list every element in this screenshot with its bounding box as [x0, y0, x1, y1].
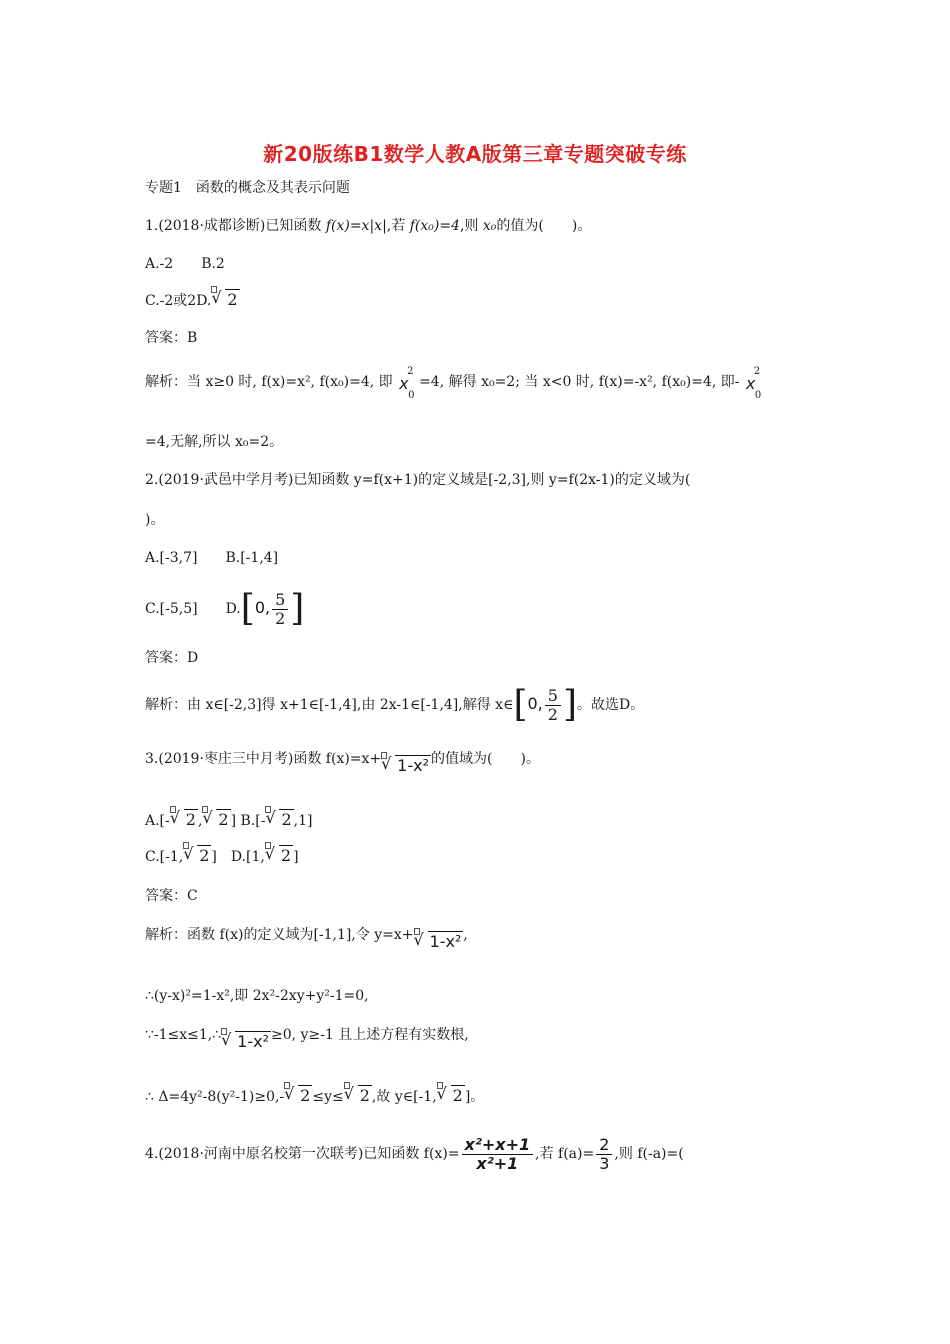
q3-solution-4 — [145, 1086, 484, 1107]
q3-option-a: A.[- — [145, 813, 170, 829]
interval-start: 0, — [527, 694, 543, 713]
radical — [170, 810, 198, 831]
q4-stem-text2: ,若 f(a)= — [535, 1146, 595, 1162]
radicand: 1-x² — [397, 756, 430, 775]
denominator: 3 — [599, 1153, 610, 1173]
q2-options-ab: A.[-3,7] B.[-1,4] — [145, 550, 279, 566]
q1-sol-text: 解析：当 x≥0 时, f(x)=x², f(x₀)=4, 即 — [145, 374, 393, 390]
q2-sol-text: 解析：由 x∈[-2,3]得 x+1∈[-1,4],由 2x-1∈[-1,4],解得 x∈ — [145, 697, 514, 713]
radical-sign: √ — [221, 1030, 232, 1049]
q2-option-c: C.[-5,5] D. — [145, 601, 241, 617]
section-heading: 专题1 函数的概念及其表示问题 — [145, 180, 350, 196]
numerator: 5 — [545, 687, 561, 706]
radicand: 1-x² — [237, 1032, 270, 1051]
q3-solution-2: ∴(y-x)²=1-x²,即 2x²-2xy+y²-1=0, — [145, 988, 369, 1004]
left-bracket: [ — [513, 684, 528, 725]
radical — [284, 1086, 312, 1107]
q1-var: x₀ — [482, 218, 497, 234]
radical-sign: √ — [169, 808, 180, 827]
q3-sol-text3: ,故 y∈[-1, — [371, 1089, 437, 1105]
radicand: 1-x² — [429, 932, 462, 951]
q3-option-d: ] D.[1, — [211, 849, 265, 865]
close-bracket: ] — [293, 849, 299, 865]
q3-solution-3 — [145, 1024, 469, 1051]
q3-sol-text: ∵-1≤x≤1,∴ — [145, 1027, 222, 1043]
radicand: 2 — [185, 810, 196, 829]
q3-sol-text: 解析：函数 f(x)的定义域为[-1,1],令 y=x+ — [145, 927, 414, 943]
q2-solution — [145, 684, 644, 725]
q1-stem-end: 的值为( )。 — [496, 218, 592, 234]
radicand: 2 — [452, 1086, 463, 1105]
q4-stem-text: 4.(2018·河南中原名校第一次联考)已知函数 f(x)= — [145, 1146, 460, 1162]
q1-options-cd — [145, 290, 240, 311]
q1-solution-1 — [145, 366, 766, 401]
radicand: 2 — [227, 290, 238, 309]
q1-option-c: C.-2或2D. — [145, 293, 212, 309]
q2-options-cd — [145, 588, 304, 629]
q3-option-b-end: ,1] — [293, 813, 313, 829]
q3-sol-text2: ≤y≤ — [312, 1089, 344, 1105]
radical-sign: √ — [413, 930, 424, 949]
q1-solution-2: =4,无解,所以 x₀=2。 — [145, 434, 284, 450]
q1-options-ab: A.-2 B.2 — [145, 256, 225, 272]
numerator: x²+x+1 — [462, 1136, 534, 1155]
radical-sign: √ — [343, 1084, 354, 1103]
fraction — [462, 1136, 534, 1173]
radicand: 2 — [280, 846, 292, 865]
radical — [221, 1032, 271, 1053]
radical-sign: √ — [183, 844, 194, 863]
denominator: 2 — [275, 608, 286, 628]
radical — [437, 1086, 465, 1107]
q2-stem-2: )。 — [145, 512, 165, 528]
denominator: x²+1 — [476, 1153, 519, 1173]
radicand: 2 — [281, 810, 292, 829]
numerator: 5 — [272, 591, 288, 610]
q3-options-cd — [145, 846, 299, 867]
q2-sol-end: 。故选D。 — [576, 697, 645, 713]
q3-sol-text2: ≥0, y≥-1 且上述方程有实数根, — [271, 1027, 469, 1043]
sub-zero: 0 — [408, 390, 415, 401]
q4-stem-end: ,则 f(-a)=( — [614, 1146, 684, 1162]
right-bracket: ] — [562, 684, 577, 725]
radical — [381, 756, 431, 777]
radical-sign: √ — [436, 1084, 447, 1103]
left-bracket: [ — [240, 588, 255, 629]
q2-answer: 答案：D — [145, 650, 199, 666]
fraction — [596, 1136, 612, 1173]
q3-options-ab — [145, 810, 312, 831]
q4-stem — [145, 1132, 684, 1176]
radical — [265, 846, 293, 867]
radical-sign: √ — [211, 288, 222, 307]
x0-squared-2 — [744, 366, 766, 401]
right-bracket: ] — [290, 588, 305, 629]
q3-sol-end: ]。 — [464, 1089, 485, 1105]
radical — [183, 846, 211, 867]
x-symbol: x — [745, 374, 756, 393]
radical — [202, 810, 230, 831]
q1-stem-text3: ,则 — [459, 218, 479, 234]
radical-sign: √ — [265, 808, 276, 827]
x0-squared — [397, 366, 419, 401]
q1-stem — [145, 216, 591, 236]
q2-stem-1: 2.(2019·武邑中学月考)已知函数 y=f(x+1)的定义域是[-2,3],则 y=f(2x-1)的定义域为( — [145, 472, 691, 488]
q3-option-c: C.[-1, — [145, 849, 184, 865]
radical — [211, 290, 239, 311]
exp-two: 2 — [407, 366, 414, 377]
q3-solution-1 — [145, 924, 468, 951]
radical — [265, 810, 293, 831]
numerator: 2 — [596, 1136, 612, 1155]
sub-zero: 0 — [754, 390, 762, 401]
interval-start: 0, — [254, 598, 271, 617]
fraction — [545, 687, 561, 724]
comma: , — [463, 927, 468, 943]
radical-sign: √ — [284, 1084, 295, 1103]
q3-answer: 答案：C — [145, 888, 198, 904]
q1-sol-text2: =4, 解得 x₀=2; 当 x<0 时, f(x)=-x², f(x₀)=4, 即- — [419, 374, 740, 390]
q3-sol-text: ∴ Δ=4y²-8(y²-1)≥0,- — [145, 1089, 285, 1105]
radicand: 2 — [359, 1086, 370, 1105]
q1-func: f(x)=x|x| — [325, 218, 387, 234]
q3-option-b: ] B.[- — [230, 813, 266, 829]
radical-sign: √ — [381, 754, 392, 773]
radicand: 2 — [199, 846, 210, 865]
document-title: 新20版练B1数学人教A版第三章专题突破专练 — [263, 142, 687, 166]
denominator: 2 — [547, 704, 558, 724]
comma: , — [197, 813, 203, 829]
radicand: 2 — [300, 1086, 311, 1105]
radical-sign: √ — [264, 844, 276, 863]
q3-stem-text: 3.(2019·枣庄三中月考)函数 f(x)=x+ — [145, 751, 382, 767]
q1-stem-text2: ,若 — [386, 218, 406, 234]
q1-cond: f(x₀)=4 — [409, 218, 460, 234]
q3-stem — [145, 748, 540, 775]
radical — [414, 932, 464, 953]
fraction — [272, 591, 288, 628]
q3-stem-end: 的值域为( )。 — [431, 751, 540, 767]
radical-sign: √ — [202, 808, 213, 827]
exp-two: 2 — [753, 366, 761, 377]
q1-stem-text: 1.(2018·成都诊断)已知函数 — [145, 218, 322, 234]
radical — [344, 1086, 372, 1107]
radicand: 2 — [218, 810, 229, 829]
x-symbol: x — [399, 374, 409, 393]
q1-answer: 答案：B — [145, 330, 198, 346]
